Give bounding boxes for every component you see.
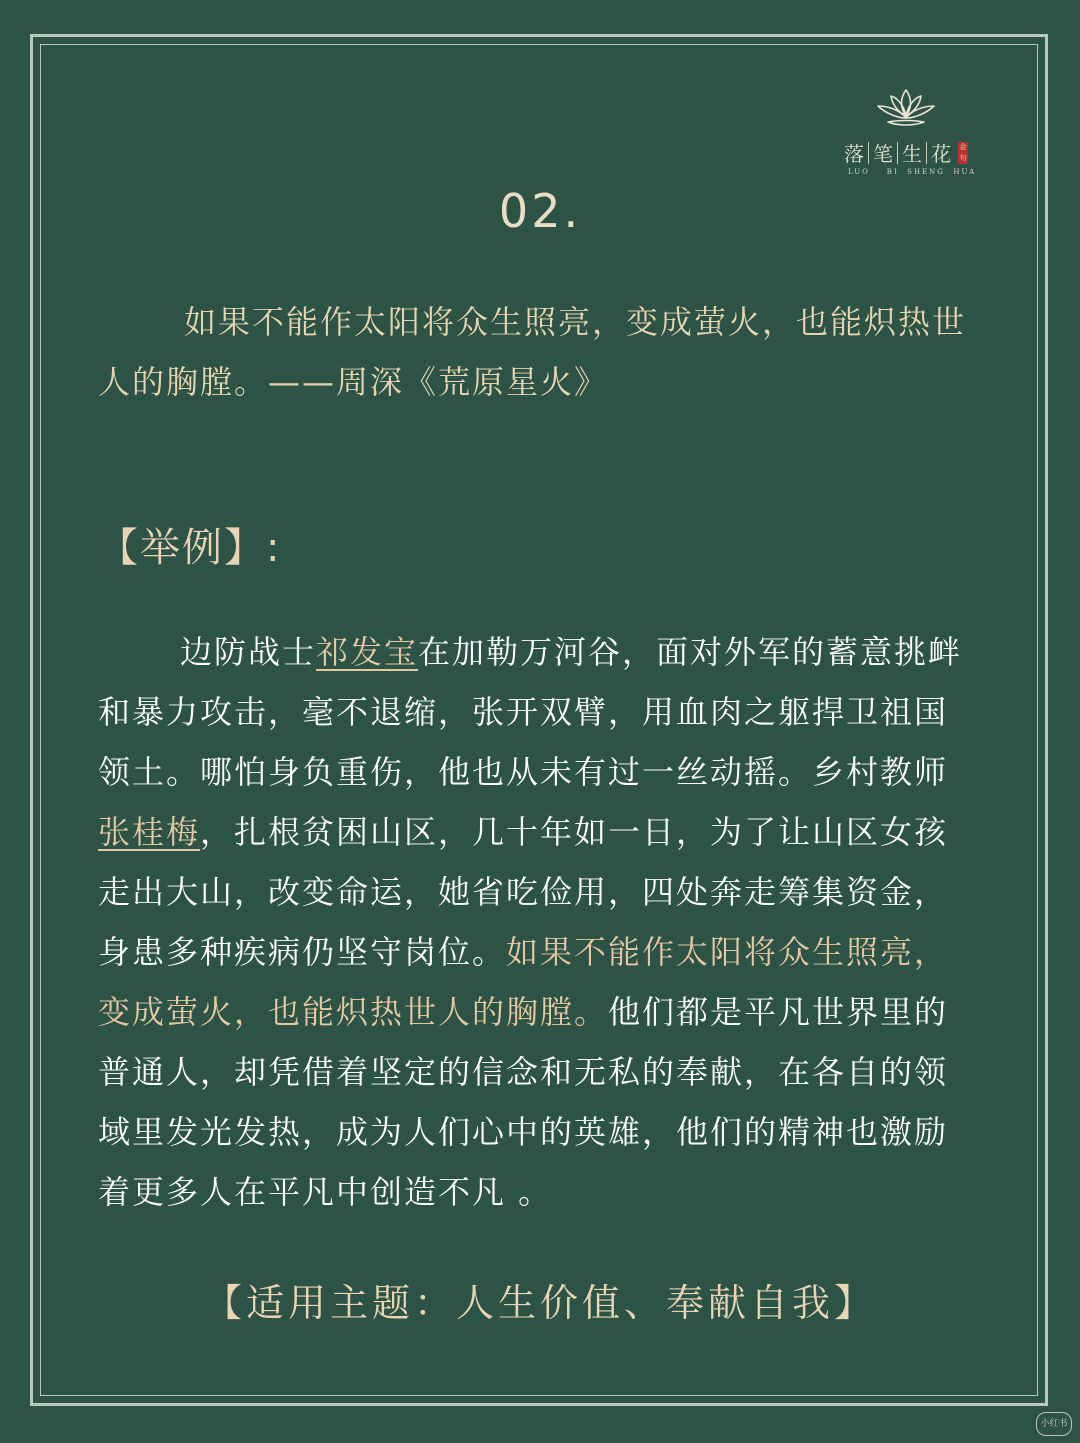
body-text-segment: 在加勒万河谷，面对外军的蓄意挑衅和暴力攻击，毫不退缩，张开双臂，用血肉之躯捍卫祖国领土。哪怕身负重伤，他也从未有过一丝动摇。乡村教师 — [98, 633, 963, 791]
logo-divider — [897, 142, 898, 164]
person-name-link[interactable]: 祁发宝 — [316, 633, 419, 671]
example-paragraph — [98, 622, 978, 1222]
logo-title — [844, 138, 984, 167]
logo-seal: 金句 — [959, 142, 967, 162]
brand-logo — [840, 86, 990, 186]
body-text-segment: ，扎根贫困山区，几十年如一日，为了让山区女孩走出大山，改变命运，她省吃俭用，四处奔走筹集资金，身患多种疾病仍坚守岗位。 — [98, 813, 949, 971]
section-number: 02. — [498, 184, 582, 238]
watermark-badge: 小红书 — [1036, 1412, 1072, 1436]
highlighted-quote: 如果不能作太阳将众生照亮，变成萤火，也能炽热世人的胸膛。 — [98, 933, 949, 1031]
logo-char: 生 — [902, 142, 922, 166]
example-heading: 【举例】: — [98, 525, 282, 571]
logo-pinyin: LUO BI SHENG HUA — [848, 168, 977, 176]
theme-label: 【适用主题：人生价值、奉献自我】 — [203, 1281, 876, 1325]
logo-divider — [868, 142, 869, 164]
logo-char: 笔 — [873, 142, 893, 166]
body-text-segment: 边防战士 — [180, 633, 317, 671]
logo-char: 落 — [844, 142, 864, 166]
quote-text: 如果不能作太阳将众生照亮，变成萤火，也能炽热世人的胸膛。——周深《荒原星火》 — [98, 303, 967, 401]
logo-char: 花 — [931, 142, 951, 166]
logo-divider — [926, 142, 927, 164]
person-name-link[interactable]: 张桂梅 — [98, 813, 201, 851]
lotus-icon — [874, 86, 938, 128]
body-text-segment: 他们都是平凡世界里的普通人，却凭借着坚定的信念和无私的奉献，在各自的领域里发光发热，成为人们心中的英雄，他们的精神也激励着更多人在平凡中创造不凡 。 — [98, 993, 949, 1211]
